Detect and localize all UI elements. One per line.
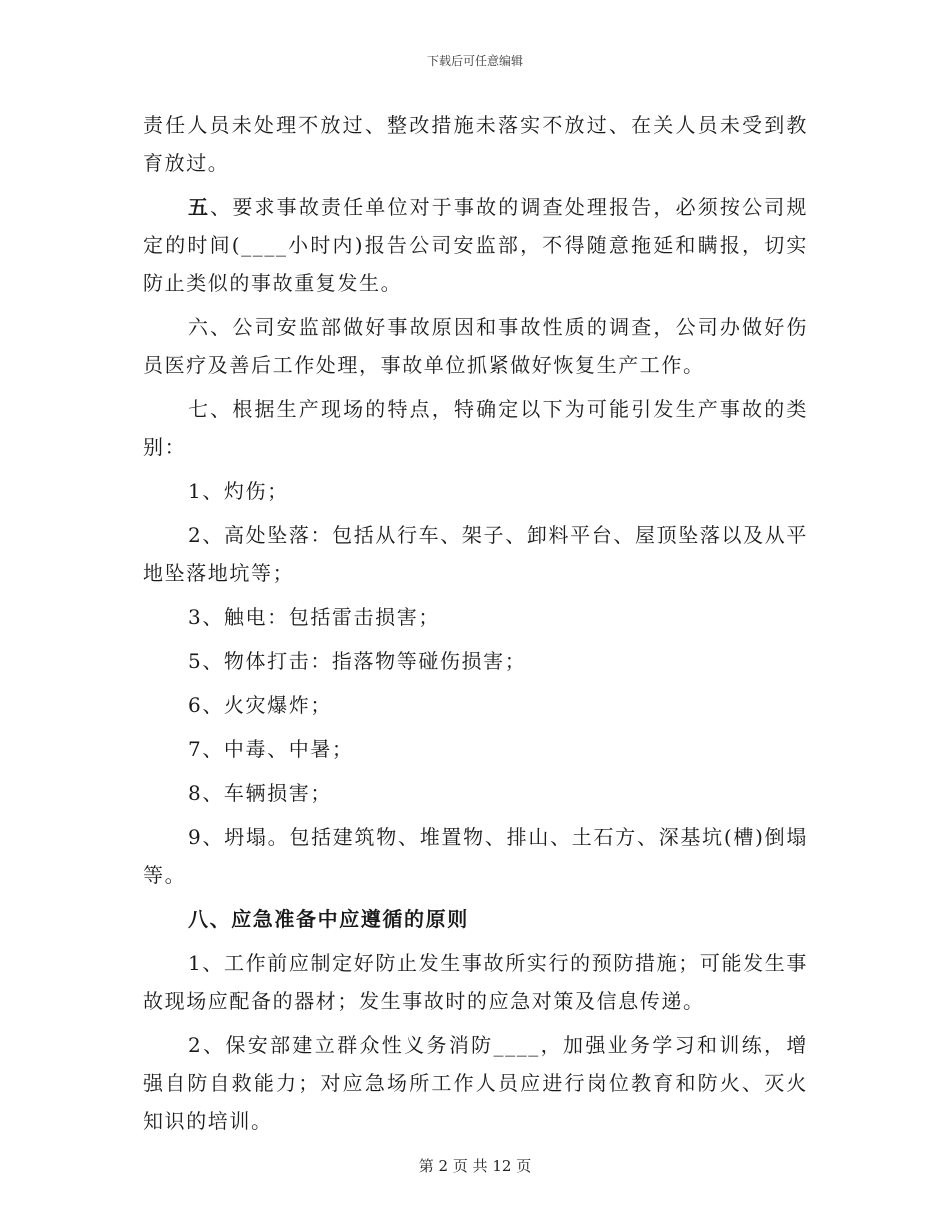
list-item-object-strike [143, 642, 808, 680]
paragraph-text: 、要求事故责任单位对于事故的调查处理报告，必须按公司规定的时间(____小时内)报告公司安监部，不得随意拖延和瞒报，切实防止类似的事故重复发生。 [143, 195, 808, 295]
paragraph-text: 七、根据生产现场的特点，特确定以下为可能引发生产事故的类别： [143, 397, 808, 459]
paragraph-text: 9、坍塌。包括建筑物、堆置物、排山、土石方、深基坑(槽)倒塌等。 [143, 825, 808, 887]
paragraph-text: 7、中毒、中暑； [188, 737, 354, 761]
paragraph-text: 1、工作前应制定好防止发生事故所实行的预防措施；可能发生事故现场应配备的器材；发生事故时的应急对策及信息传递。 [143, 951, 808, 1013]
paragraph-text: 8、车辆损害； [188, 781, 332, 805]
paragraph-text: 1、灼伤； [188, 479, 289, 503]
paragraph-text: 3、触电：包括雷击损害； [188, 605, 440, 629]
list-item-electric [143, 598, 808, 636]
section-heading-8 [143, 900, 808, 938]
principle-item-1 [143, 944, 808, 1020]
page-header: 下载后可任意编辑 [426, 54, 523, 68]
paragraph-text: 责任人员未处理不放过、整改措施未落实不放过、在关人员未受到教育放过。 [143, 113, 808, 175]
list-item-fall [143, 516, 808, 592]
heading-text: 八、应急准备中应遵循的原则 [188, 907, 469, 931]
document-body [143, 106, 808, 1146]
list-item-burn [143, 472, 808, 510]
paragraph-continuation [143, 106, 808, 182]
paragraph-lead: 五 [188, 195, 211, 219]
paragraph-text: 2、高处坠落：包括从行车、架子、卸料平台、屋顶坠落以及从平地坠落地坑等； [143, 523, 808, 585]
paragraph-item-7 [143, 390, 808, 466]
principle-item-2 [143, 1026, 808, 1140]
page-footer: 第 2 页 共 12 页 [418, 1157, 532, 1175]
paragraph-item-6 [143, 308, 808, 384]
list-item-fire [143, 686, 808, 724]
paragraph-text: 2、保安部建立群众性义务消防____，加强业务学习和训练，增强自防自救能力；对应急场所工作人员应进行岗位教育和防火、灭火知识的培训。 [143, 1033, 808, 1133]
list-item-poison [143, 730, 808, 768]
paragraph-text: 5、物体打击：指落物等碰伤损害； [188, 649, 527, 673]
list-item-vehicle [143, 774, 808, 812]
paragraph-item-5 [143, 188, 808, 302]
paragraph-text: 6、火灾爆炸； [188, 693, 332, 717]
paragraph-text: 六、公司安监部做好事故原因和事故性质的调查，公司办做好伤员医疗及善后工作处理，事故单位抓紧做好恢复生产工作。 [143, 315, 808, 377]
list-item-collapse [143, 818, 808, 894]
